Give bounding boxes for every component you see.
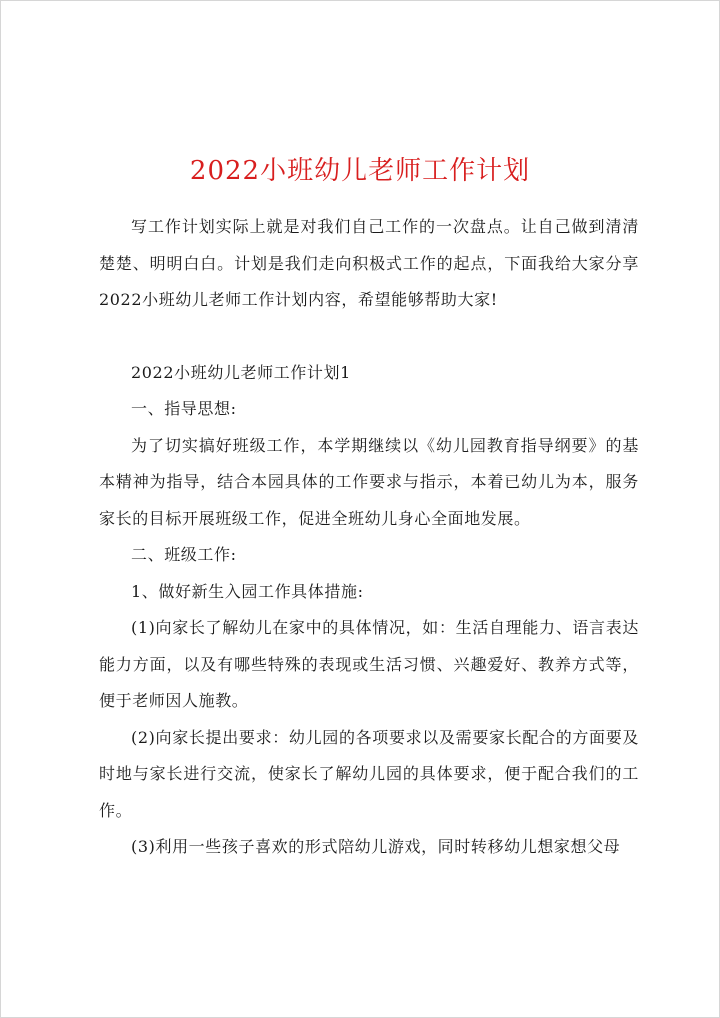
section-title: 2022小班幼儿老师工作计划1 [131, 362, 351, 382]
spacer [99, 319, 639, 355]
list-item: (1)向家长了解幼儿在家中的具体情况，如：生活自理能力、语言表达能力方面，以及有哪些特殊的表现或生活习惯、兴趣爱好、教养方式等，便于老师因人施教。 [99, 618, 639, 710]
list-item: (3)利用一些孩子喜欢的形式陪幼儿游戏，同时转移幼儿想家想父母 [131, 837, 621, 856]
subheading-new-students: 1、做好新生入园工作具体措施: [131, 581, 364, 601]
document-body [99, 209, 639, 866]
list-item: (2)向家长提出要求：幼儿园的各项要求以及需要家长配合的方面要及时地与家长进行交流，使家长了解幼儿园的具体要求，便于配合我们的工作。 [99, 727, 639, 820]
heading-guiding-ideology: 一、指导思想: [131, 399, 237, 418]
document-title: 2022小班幼儿老师工作计划 [189, 156, 531, 186]
heading-class-work: 二、班级工作: [131, 545, 237, 564]
intro-paragraph: 写工作计划实际上就是对我们自己工作的一次盘点。让自己做到清清楚楚、明明白白。计划是我们走向积极式工作的起点，下面我给大家分享2022小班幼儿老师工作计划内容，希望能够帮助大家! [99, 217, 639, 309]
paragraph-guiding-ideology: 为了切实搞好班级工作，本学期继续以《幼儿园教育指导纲要》的基本精神为指导，结合本园具体的工作要求与指示，本着已幼儿为本，服务家长的目标开展班级工作，促进全班幼儿身心全面地发展。 [99, 435, 639, 528]
